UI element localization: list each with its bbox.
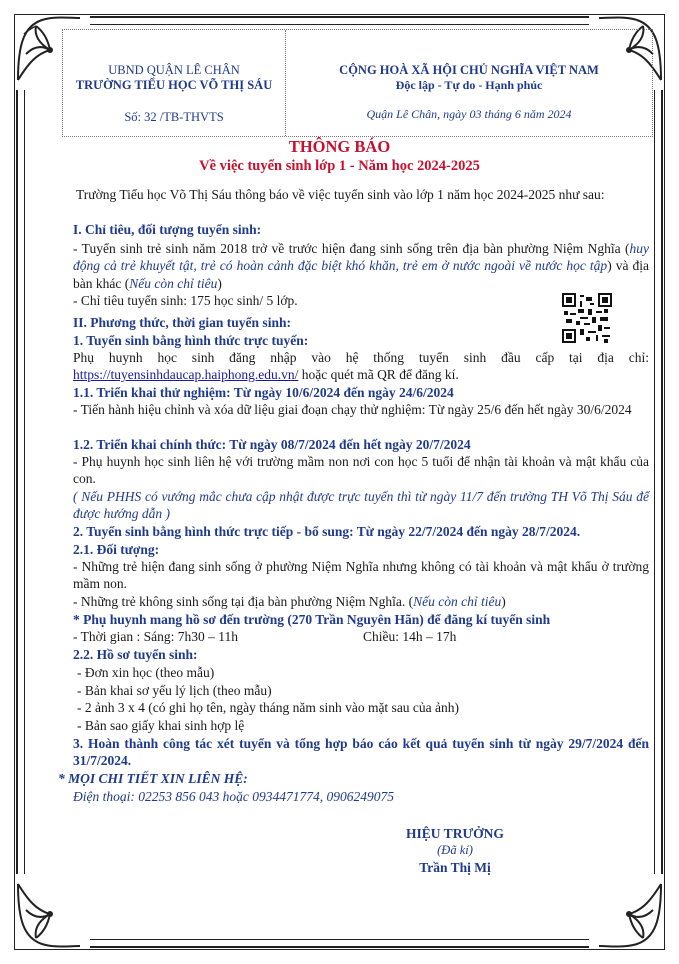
country-name: CỘNG HOÀ XÃ HỘI CHỦ NGHĨA VIỆT NAM bbox=[339, 63, 599, 77]
official-note: ( Nếu PHHS có vướng mắc chưa cập nhật được trực tuyến thì từ ngày 11/7 đến trường TH Võ Thị Sáu để được hướng dẫn ) bbox=[73, 489, 649, 522]
document-item: - Bản sao giấy khai sinh hợp lệ bbox=[77, 718, 245, 733]
bring-documents-note: * Phụ huynh mang hồ sơ đến trường (270 Trần Nguyên Hãn) để đăng kí tuyển sinh bbox=[73, 612, 551, 627]
target-paragraph2: - Những trẻ không sinh sống tại địa bàn phường Niệm Nghĩa. (Nếu còn chỉ tiêu) bbox=[73, 594, 506, 609]
trial-heading: 1.1. Triển khai thử nghiệm: Từ ngày 10/6/2024 đến ngày 24/6/2024 bbox=[73, 385, 454, 400]
completion-paragraph: 3. Hoàn thành công tác xét tuyển và tổng hợp báo cáo kết quả tuyển sinh từ ngày 29/7/2024 đến 31/7/2024. bbox=[73, 736, 649, 769]
page-title: THÔNG BÁO bbox=[288, 137, 391, 156]
online-paragraph: Phụ huynh học sinh đăng nhập vào hệ thống tuyển sinh đầu cấp tại địa chỉ: https://tuyensinhdaucap.haiphong.edu.vn/ hoặc quét mã QR để đăng kí. bbox=[73, 350, 649, 383]
official-paragraph: - Phụ huynh học sinh liên hệ với trường mầm non nơi con học 5 tuổi để nhận tài khoản và mật khẩu của con. bbox=[73, 454, 649, 487]
border-left-bar bbox=[16, 90, 25, 874]
documents-heading: 2.2. Hồ sơ tuyển sinh: bbox=[73, 647, 198, 662]
time-afternoon: Chiều: 14h – 17h bbox=[363, 629, 457, 644]
time-morning: - Thời gian : Sáng: 7h30 – 11h bbox=[73, 629, 239, 644]
border-right-bar bbox=[654, 90, 663, 874]
document-item: - Bản khai sơ yếu lý lịch (theo mẫu) bbox=[77, 683, 272, 698]
section1-paragraph2: - Chỉ tiêu tuyển sinh: 175 học sinh/ 5 lớp. bbox=[73, 293, 298, 308]
corner-ornament-icon bbox=[595, 880, 665, 950]
corner-ornament-icon bbox=[14, 880, 84, 950]
trial-paragraph: - Tiến hành hiệu chỉnh và xóa dữ liệu giai đoạn chạy thử nghiệm: Từ ngày 25/6 đến hết ngày 30/6/2024 bbox=[73, 402, 632, 417]
district-name: UBND QUẬN LÊ CHÂN bbox=[108, 63, 240, 77]
official-heading: 1.2. Triển khai chính thức: Từ ngày 08/7/2024 đến hết ngày 20/7/2024 bbox=[73, 437, 471, 452]
intro-paragraph: Trường Tiểu học Võ Thị Sáu thông báo về việc tuyển sinh vào lớp 1 năm học 2024-2025 như sau: bbox=[76, 187, 605, 202]
border-top-bar bbox=[90, 16, 589, 25]
school-name: TRƯỜNG TIỂU HỌC VÕ THỊ SÁU bbox=[75, 78, 273, 92]
document-item: - 2 ảnh 3 x 4 (có ghi họ tên, ngày tháng năm sinh vào mặt sau của ảnh) bbox=[77, 700, 460, 715]
section2-heading: II. Phương thức, thời gian tuyển sinh: bbox=[73, 315, 291, 330]
page-subtitle: Về việc tuyển sinh lớp 1 - Năm học 2024-2025 bbox=[199, 158, 480, 174]
contact-phone: Điện thoại: 02253 856 043 hoặc 0934471774, 0906249075 bbox=[73, 789, 394, 804]
target-paragraph1: - Những trẻ hiện đang sinh sống ở phường Niệm Nghĩa nhưng không có tài khoản và mật khẩu ở trường mầm non. bbox=[73, 559, 649, 592]
contact-heading: * MỌI CHI TIẾT XIN LIÊN HỆ: bbox=[58, 771, 248, 786]
registration-link[interactable]: https://tuyensinhdaucap.haiphong.edu.vn/ bbox=[73, 367, 299, 383]
doc-number: Số: 32 /TB-THVTS bbox=[124, 110, 224, 124]
issue-date: Quận Lê Chân, ngày 03 tháng 6 năm 2024 bbox=[366, 107, 572, 121]
border-bottom-bar bbox=[90, 939, 589, 948]
document-header bbox=[62, 29, 653, 137]
section1-paragraph1: - Tuyển sinh trẻ sinh năm 2018 trở về trước hiện đang sinh sống trên địa bàn phường Niệm Nghĩa (huy động cả trẻ khuyết tật, trẻ có hoàn cảnh đặc biệt khó khăn, trẻ em ở nước ngoài về nước học tập) và địa bàn khác (Nếu còn chỉ tiêu) bbox=[73, 241, 649, 291]
principal-title: HIỆU TRƯỞNG bbox=[406, 826, 504, 841]
signed-note: (Đã kí) bbox=[437, 843, 473, 857]
target-heading: 2.1. Đối tượng: bbox=[73, 542, 160, 557]
section1-heading: I. Chỉ tiêu, đối tượng tuyển sinh: bbox=[73, 222, 262, 237]
direct-heading: 2. Tuyển sinh bằng hình thức trực tiếp - bổ sung: Từ ngày 22/7/2024 đến ngày 28/7/2024. bbox=[73, 524, 581, 539]
national-motto: Độc lập - Tự do - Hạnh phúc bbox=[395, 78, 543, 92]
online-heading: 1. Tuyển sinh bằng hình thức trực tuyến: bbox=[73, 333, 309, 348]
principal-name: Trần Thị Mị bbox=[419, 860, 491, 875]
document-item: - Đơn xin học (theo mẫu) bbox=[77, 665, 215, 680]
